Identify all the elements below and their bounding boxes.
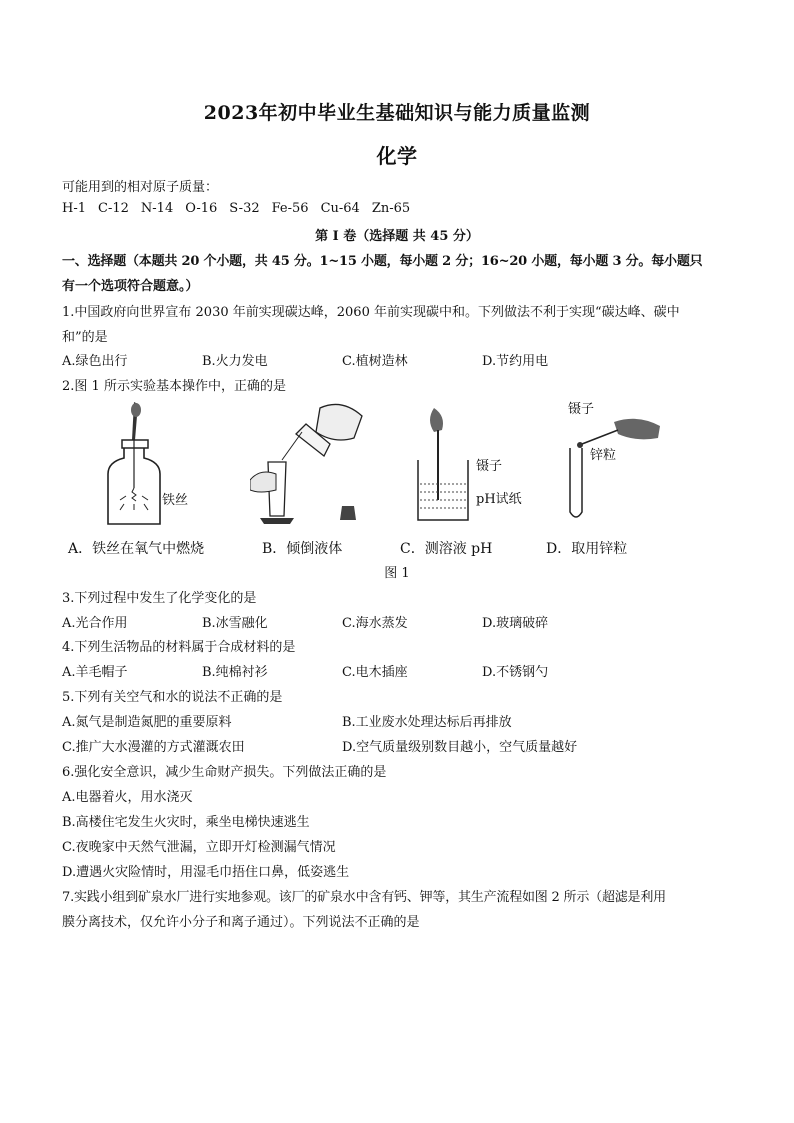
q7-stem-line1: 7.实践小组到矿泉水厂进行实地参观。该厂的矿泉水中含有钙、钾等，其生产流程如图 2 所示（超滤是利用 [62, 890, 666, 905]
q3-option-b: B.冰雪融化 [202, 616, 268, 631]
q6-stem: 6.强化安全意识，减少生命财产损失。下列做法正确的是 [62, 765, 387, 780]
part-heading-line2: 有一个选项符合题意。） [62, 279, 199, 294]
atomic-mass: C-12 [98, 201, 129, 216]
q4-option-d: D.不锈钢勺 [482, 665, 549, 680]
atomic-mass: Zn-65 [371, 201, 411, 216]
q3-stem: 3.下列过程中发生了化学变化的是 [62, 591, 257, 606]
q5-stem: 5.下列有关空气和水的说法不正确的是 [62, 690, 283, 705]
q4-option-a: A.羊毛帽子 [62, 665, 128, 680]
q1-option-b: B.火力发电 [202, 354, 268, 369]
tweezers-label-d: 镊子 [568, 402, 595, 417]
figure-caption-d: D．取用锌粒 [546, 541, 628, 557]
q3-option-c: C.海水蒸发 [342, 616, 408, 631]
q1-stem-line1: 1.中国政府向世界宣布 2030 年前实现碳达峰，2060 年前实现碳中和。下列做法不利于实现“碳达峰、碳中 [62, 305, 680, 320]
q6-option-a: A.电器着火，用水浇灭 [62, 790, 193, 805]
q3-option-d: D.玻璃破碎 [482, 616, 549, 631]
iron-wire-burning-illustration [104, 400, 164, 528]
exam-title: 2023年初中毕业生基础知识与能力质量监测 [203, 102, 591, 124]
atomic-mass-label: 可能用到的相对原子质量： [62, 180, 219, 195]
tweezers-label-c: 镊子 [476, 459, 503, 474]
subject-title: 化学 [376, 144, 418, 168]
pouring-liquid-illustration [250, 398, 370, 528]
q4-option-b: B.纯棉衬衫 [202, 665, 268, 680]
q6-option-d: D.遭遇火灾险情时，用湿毛巾捂住口鼻，低姿逃生 [62, 865, 350, 880]
q6-option-b: B.高楼住宅发生火灾时，乘坐电梯快速逃生 [62, 815, 310, 830]
q5-option-a: A.氮气是制造氮肥的重要原料 [62, 715, 232, 730]
q1-option-c: C.植树造林 [342, 354, 408, 369]
q6-option-c: C.夜晚家中天然气泄漏，立即开灯检测漏气情况 [62, 840, 336, 855]
q5-option-c: C.推广大水漫灌的方式灌溉农田 [62, 740, 245, 755]
iron-wire-label: 铁丝 [162, 493, 189, 508]
figure-caption-c: C．测溶液 pH [400, 541, 493, 557]
atomic-mass: Cu-64 [320, 201, 360, 216]
q5-option-b: B.工业废水处理达标后再排放 [342, 715, 512, 730]
figure-number: 图 1 [384, 566, 410, 581]
atomic-mass: Fe-56 [271, 201, 309, 216]
atomic-mass-list [62, 201, 422, 216]
figure-caption-b: B．倾倒液体 [262, 541, 343, 557]
atomic-mass: H-1 [62, 201, 87, 216]
q7-stem-line2: 膜分离技术，仅允许小分子和离子通过）。下列说法不正确的是 [62, 915, 420, 930]
volume-title: 第 I 卷（选择题 共 45 分） [315, 229, 479, 244]
q3-option-a: A.光合作用 [62, 616, 128, 631]
atomic-mass: O-16 [185, 201, 218, 216]
part-heading-line1: 一、选择题（本题共 20 个小题，共 45 分。1~15 小题，每小题 2 分；16~20 小题，每小题 3 分。每小题只 [62, 254, 703, 269]
q2-stem: 2.图 1 所示实验基本操作中，正确的是 [62, 379, 286, 394]
atomic-mass: N-14 [140, 201, 174, 216]
zinc-granule-illustration [542, 404, 662, 524]
ph-paper-label: pH试纸 [476, 492, 522, 507]
zinc-label: 锌粒 [590, 448, 617, 463]
q1-option-d: D.节约用电 [482, 354, 549, 369]
figure-1 [62, 398, 732, 543]
figure-caption-a: A．铁丝在氧气中燃烧 [68, 541, 205, 557]
q5-option-d: D.空气质量级别数目越小，空气质量越好 [342, 740, 578, 755]
ph-test-illustration [412, 408, 474, 528]
q1-option-a: A.绿色出行 [62, 354, 128, 369]
q4-stem: 4.下列生活物品的材料属于合成材料的是 [62, 640, 296, 655]
q4-option-c: C.电木插座 [342, 665, 408, 680]
atomic-mass: S-32 [229, 201, 260, 216]
q1-stem-line2: 和”的是 [62, 330, 108, 345]
